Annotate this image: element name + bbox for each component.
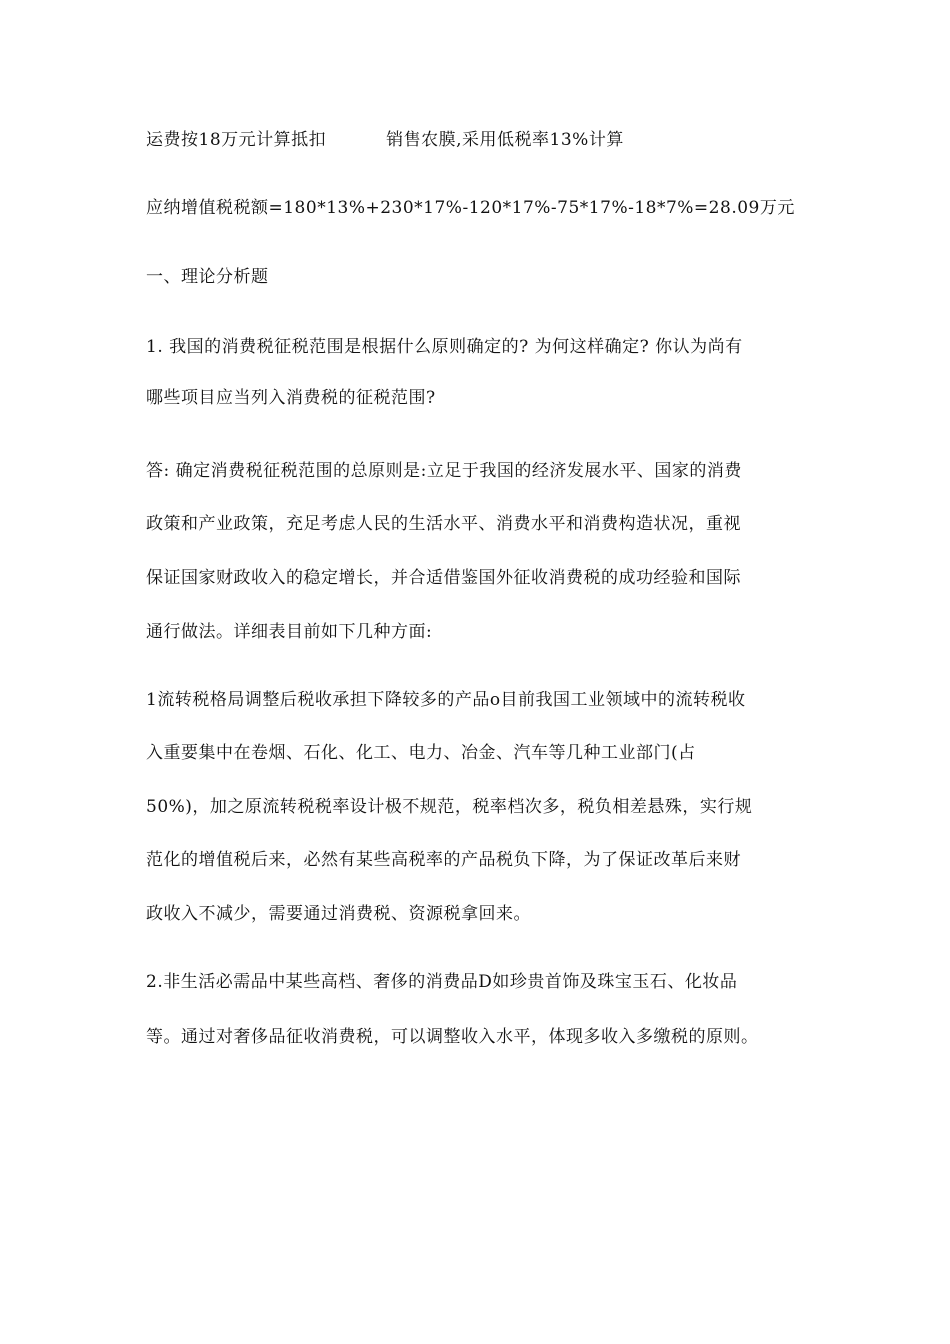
point1-line-2: 入重要集中在卷烟、石化、化工、电力、冶金、汽车等几种工业部门(占 (146, 743, 696, 763)
tax-formula: 应纳增值税税额=180*13%+230*17%-120*17%-75*17%-18*7%=28.09万元 (146, 198, 795, 218)
deduction-line (146, 128, 624, 152)
section-heading: 一、理论分析题 (146, 267, 269, 287)
answer-line-2: 政策和产业政策，充足考虑人民的生活水平、消费水平和消费构造状况，重视 (146, 514, 741, 534)
point2-line-1: 2.非生活必需品中某些高档、奢侈的消费品D如珍贵首饰及珠宝玉石、化妆品 (146, 972, 738, 992)
point2-line-2: 等。通过对奢侈品征收消费税，可以调整收入水平，体现多收入多缴税的原则。 (146, 1027, 759, 1047)
point1-line-5: 政收入不减少，需要通过消费税、资源税拿回来。 (146, 904, 531, 924)
point1-line-1: 1流转税格局调整后税收承担下降较多的产品o目前我国工业领域中的流转税收 (146, 690, 746, 710)
question-line-2: 哪些项目应当列入消费税的征税范围? (146, 388, 436, 408)
question-line-1: 1. 我国的消费税征税范围是根据什么原则确定的? 为何这样确定? 你认为尚有 (146, 337, 743, 357)
film-sales-text: 销售农膜,采用低税率13%计算 (386, 130, 624, 150)
point1-line-4: 范化的增值税后来，必然有某些高税率的产品税负下降，为了保证改革后来财 (146, 850, 741, 870)
answer-line-4: 通行做法。详细表目前如下几种方面: (146, 622, 433, 642)
freight-deduction-text: 运费按18万元计算抵扣 (146, 130, 327, 150)
point1-line-3: 50%)，加之原流转税税率设计极不规范，税率档次多，税负相差悬殊，实行规 (146, 797, 753, 817)
answer-line-1: 答: 确定消费税征税范围的总原则是:立足于我国的经济发展水平、国家的消费 (146, 461, 742, 481)
answer-line-3: 保证国家财政收入的稳定增长，并合适借鉴国外征收消费税的成功经验和国际 (146, 568, 741, 588)
